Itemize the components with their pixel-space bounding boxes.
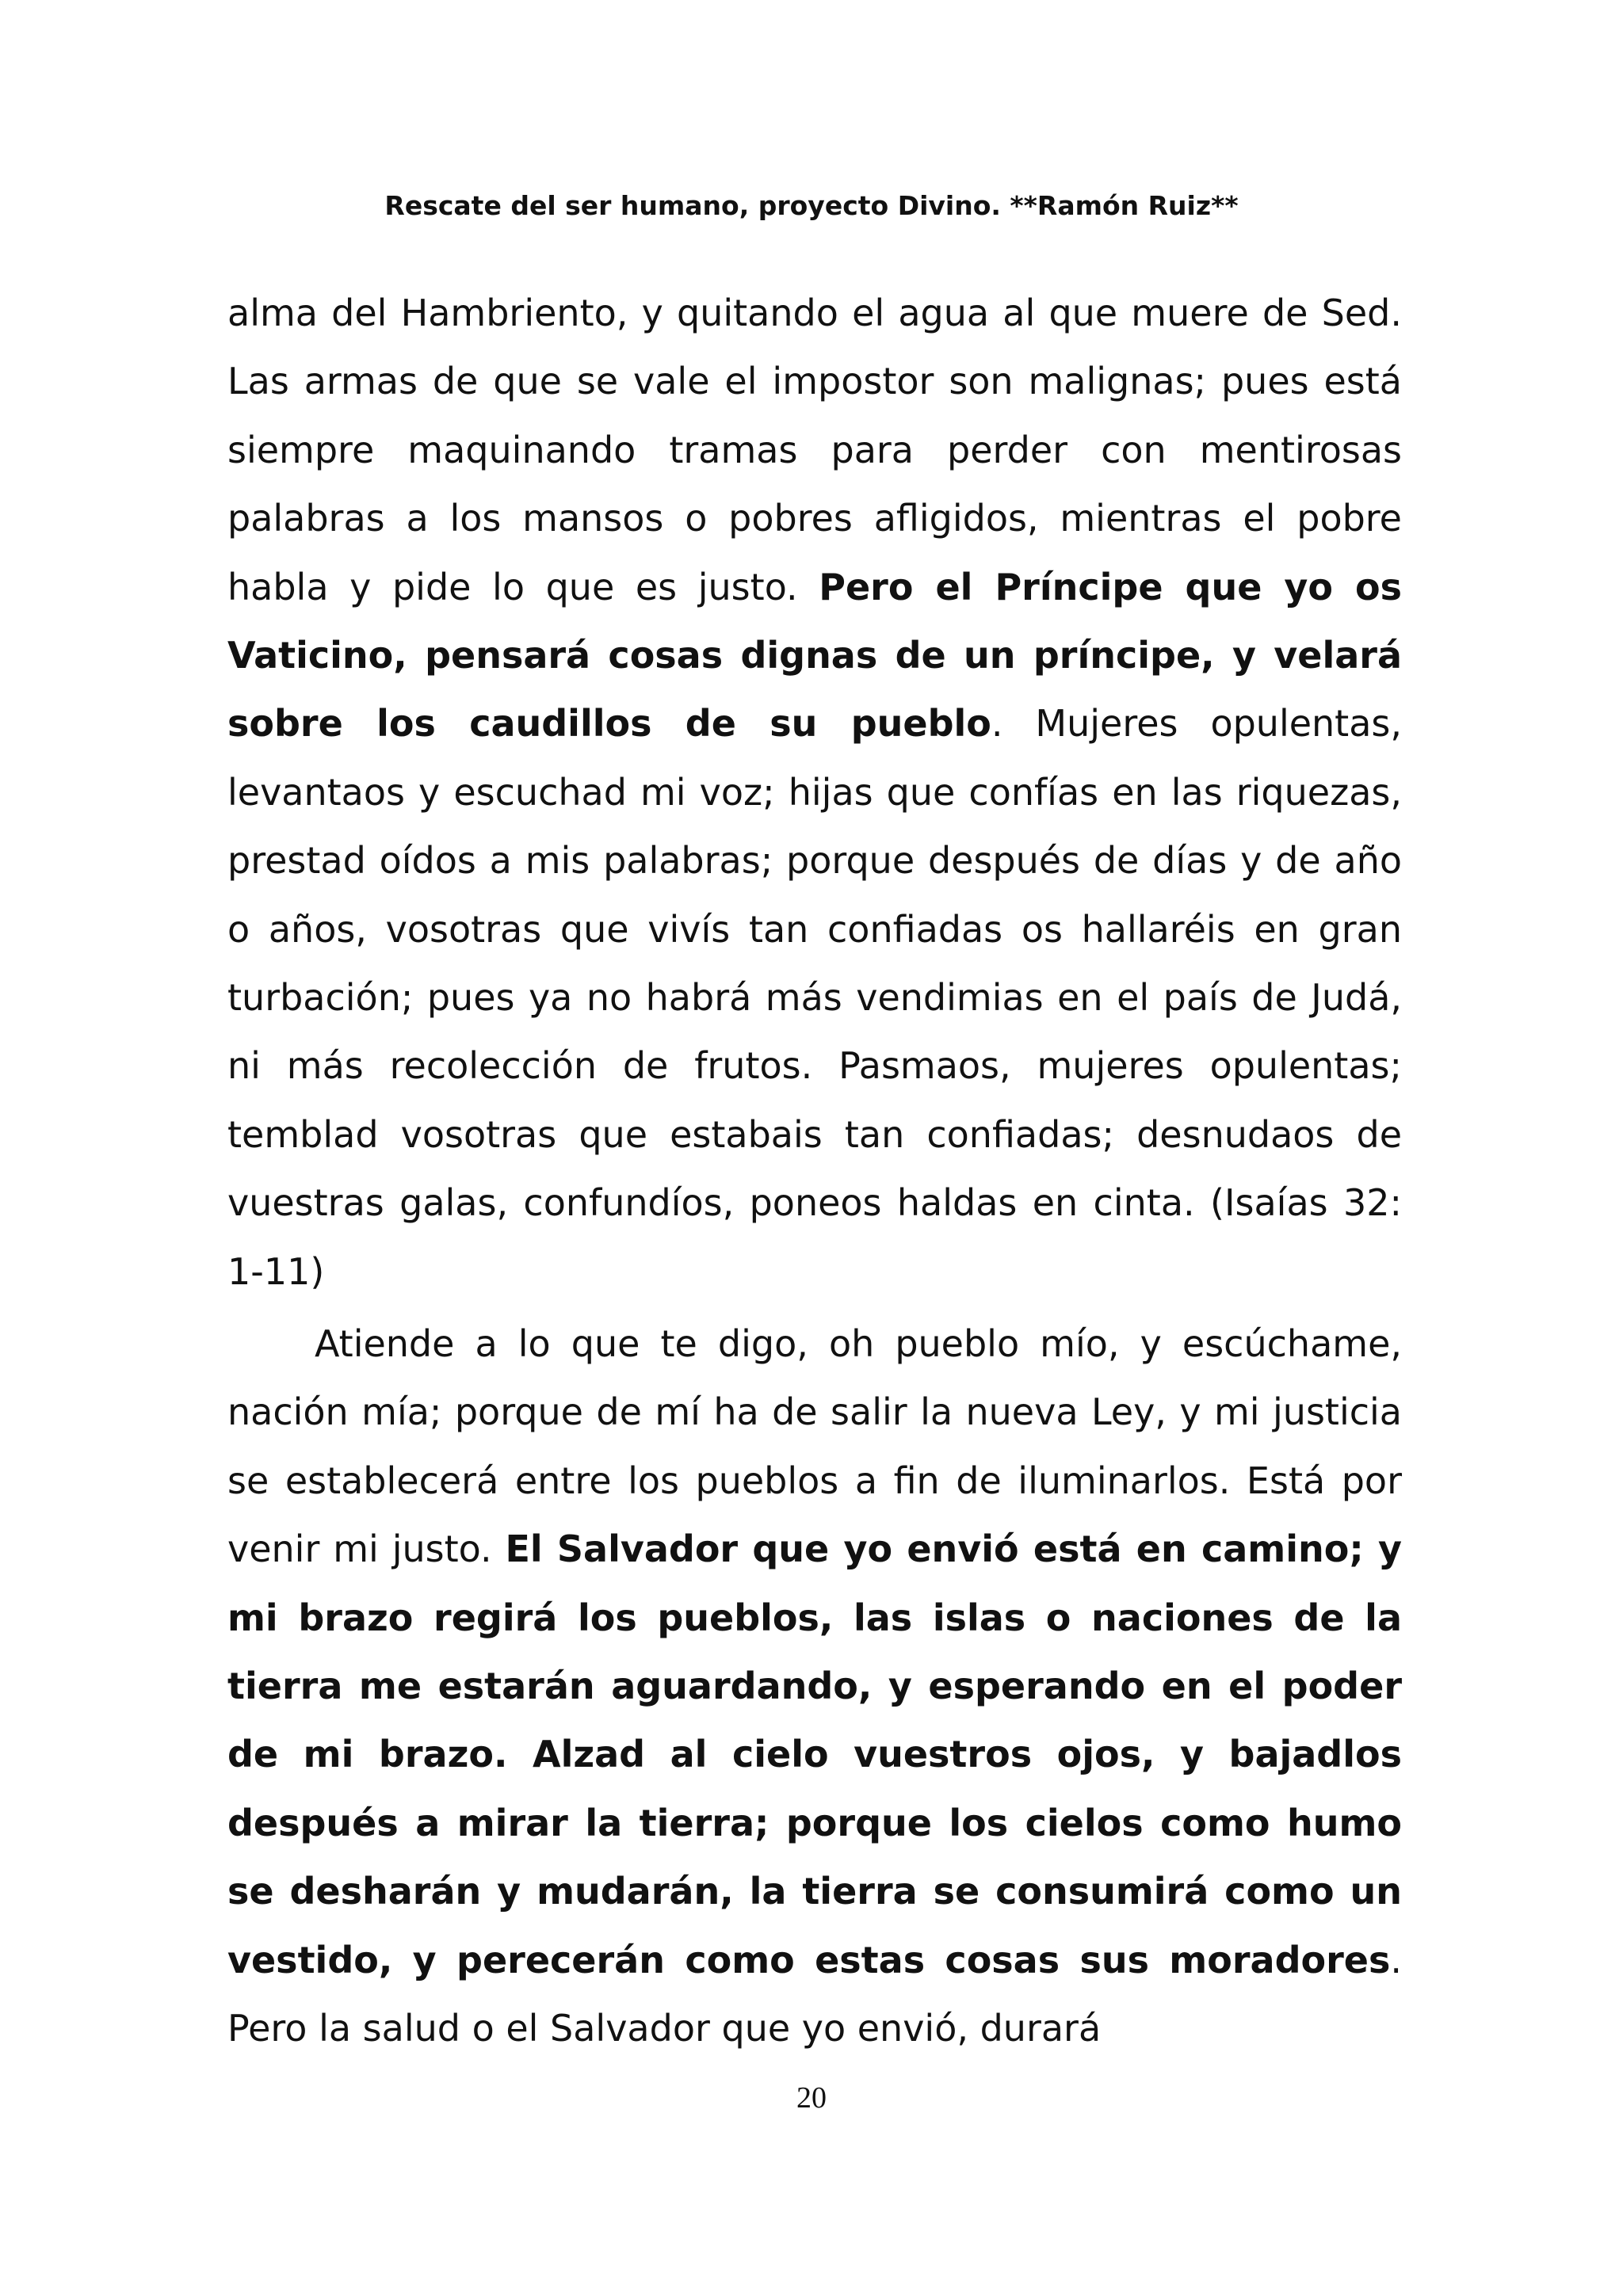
paragraph-1 bbox=[227, 279, 1402, 1306]
paragraph-1-text-b: . Mujeres opulentas, levantaos y escuchad mi voz; hijas que confías en las riquezas, prestad oídos a mis palabras; porque después de días y de año o años, vosotras que vivís tan confiadas os hallaréis en gran turbación; pues ya no habrá más vendimias en el país de Judá, ni más recolección de frutos. Pasmaos, mujeres opulentas; temblad vosotras que estabais tan confiadas; desnudaos de vuestras galas, confundíos, poneos haldas en cinta. (Isaías 32: 1-11) bbox=[227, 702, 1402, 1293]
paragraph-2-text-b: . Pero la salud o el Salvador que yo envió, durará bbox=[227, 1938, 1402, 2050]
paragraph-1-text-a: alma del Hambriento, y quitando el agua al que muere de Sed. Las armas de que se vale el impostor son malignas; pues está siempre maquinando tramas para perder con mentirosas palabras a los mansos o pobres afligidos, mientras el pobre habla y pide lo que es justo. bbox=[227, 292, 1402, 608]
paragraph-2-bold-quote: El Salvador que yo envió está en camino; y mi brazo regirá los pueblos, las islas o naciones de la tierra me estarán aguardando, y esperando en el poder de mi brazo. Alzad al cielo vuestros ojos, y bajadlos después a mirar la tierra; porque los cielos como humo se desharán y mudarán, la tierra se consumirá como un vestido, y perecerán como estas cosas sus moradores bbox=[227, 1527, 1402, 1981]
page-number: 20 bbox=[796, 2081, 827, 2115]
paragraph-2-text-a: Atiende a lo que te digo, oh pueblo mío, y escúchame, nación mía; porque de mí ha de salir la nueva Ley, y mi justicia se establecerá entre los pueblos a fin de iluminarlos. Está por venir mi justo. bbox=[227, 1322, 1402, 1571]
running-header: Rescate del ser humano, proyecto Divino. **Ramón Ruiz** bbox=[384, 190, 1239, 221]
paragraph-2 bbox=[227, 1310, 1402, 2062]
paragraph-1-bold-quote: Pero el Príncipe que yo os Vaticino, pensará cosas dignas de un príncipe, y velará sobre los caudillos de su pueblo bbox=[227, 565, 1402, 746]
